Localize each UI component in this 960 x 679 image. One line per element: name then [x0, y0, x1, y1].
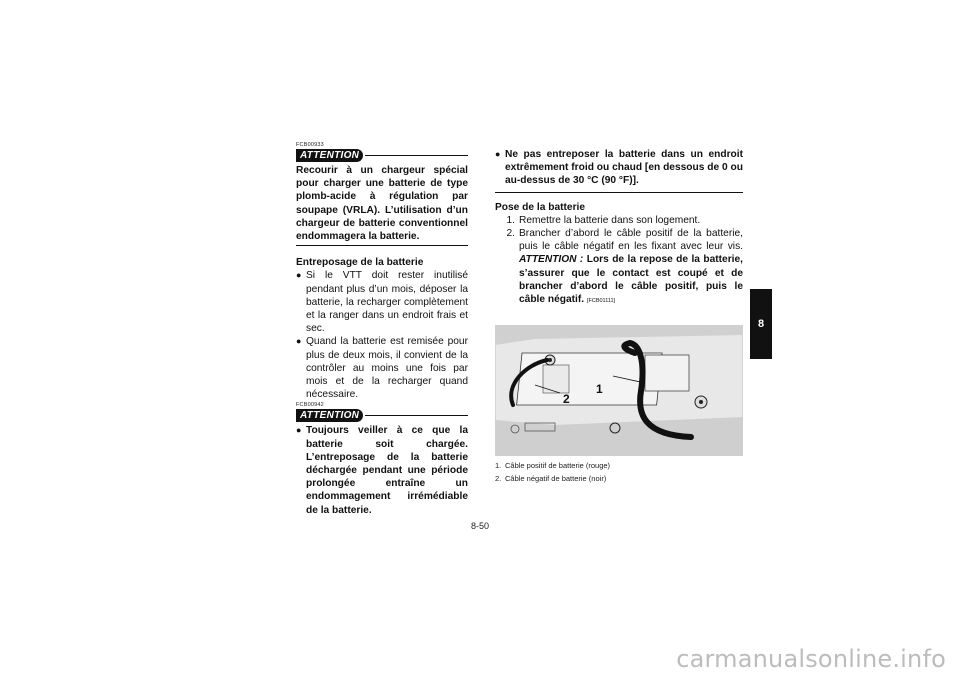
photo-label-1: 1 — [596, 382, 603, 396]
list-item: ● Si le VTT doit rester inutilisé pendant plus d’un mois, déposer la batterie, la recharger complètement et la ranger dans un endroit frais et sec. — [296, 270, 468, 335]
attention-code-1: FCB00933 — [296, 142, 324, 148]
list-item: ● Quand la batterie est remisée pour plus de deux mois, il convient de la contrôler au moins une fois par mois et de la recharger quand nécessaire. — [296, 336, 468, 401]
bullet-icon: ● — [296, 270, 302, 281]
bullet-icon: ● — [296, 336, 302, 347]
step-1: 1. Remettre la batterie dans son logement. — [506, 214, 701, 226]
attention-text-1: Recourir à un chargeur spécial pour charger une batterie de type plomb-acide à régulation par soupape (VRLA). L’utilisation d’un chargeur de batterie conventionnel endommagera la batterie. — [296, 165, 468, 243]
list-item: ● Toujours veiller à ce que la batterie soit chargée. L’entreposage de la batterie déchargée pendant une période prolongée entraîne un endommagement irrémédiable de la batterie. — [296, 425, 468, 516]
inline-attention-text: Lors de la repose de la batterie, s’assurer que le contact est coupé et de brancher d’abord le câble positif, puis le câble négatif. — [519, 254, 743, 306]
list-item: ● Ne pas entreposer la batterie dans un endroit extrêmement froid ou chaud [en dessous de 0 ou au-dessus de 30 °C (90 °F)]. — [495, 149, 743, 187]
attention-header-1 — [296, 149, 468, 162]
step-code: [FCB01111] — [586, 298, 616, 305]
chapter-tab: 8 — [750, 289, 772, 359]
bullet-icon: ● — [296, 425, 302, 436]
divider — [296, 245, 468, 246]
section-heading-storage: Entreposage de la batterie — [296, 257, 424, 269]
watermark: carmanualsonline.info — [676, 645, 946, 673]
photo-label-2: 2 — [563, 392, 570, 406]
attention-header-2 — [296, 409, 468, 422]
section-heading-install: Pose de la batterie — [495, 201, 586, 213]
battery-photo — [495, 325, 743, 456]
attention-badge: ATTENTION — [296, 149, 363, 162]
inline-attention-label: ATTENTION : — [519, 254, 584, 266]
attention-badge: ATTENTION — [296, 409, 363, 422]
divider — [365, 155, 468, 156]
photo-captions — [495, 460, 743, 485]
page-number: 8-50 — [470, 521, 489, 531]
step-2: 2. Brancher d’abord le câble positif de la batterie, puis le câble négatif en les fixant avec leur vis. ATTENTION : Lors de la repose de la batterie, s’assurer que le contact est coupé et de brancher d’abord le câble positif, puis le câble négatif. [FCB01111] — [506, 228, 743, 306]
caption-item: 1. Câble positif de batterie (rouge) — [495, 461, 611, 470]
attention-code-2: FCB00942 — [296, 402, 324, 409]
divider — [495, 192, 743, 193]
divider — [365, 415, 468, 416]
right-column — [495, 148, 743, 308]
bullet-icon: ● — [495, 149, 501, 159]
caption-item: 2. Câble négatif de batterie (noir) — [495, 473, 607, 483]
left-column — [296, 142, 468, 517]
